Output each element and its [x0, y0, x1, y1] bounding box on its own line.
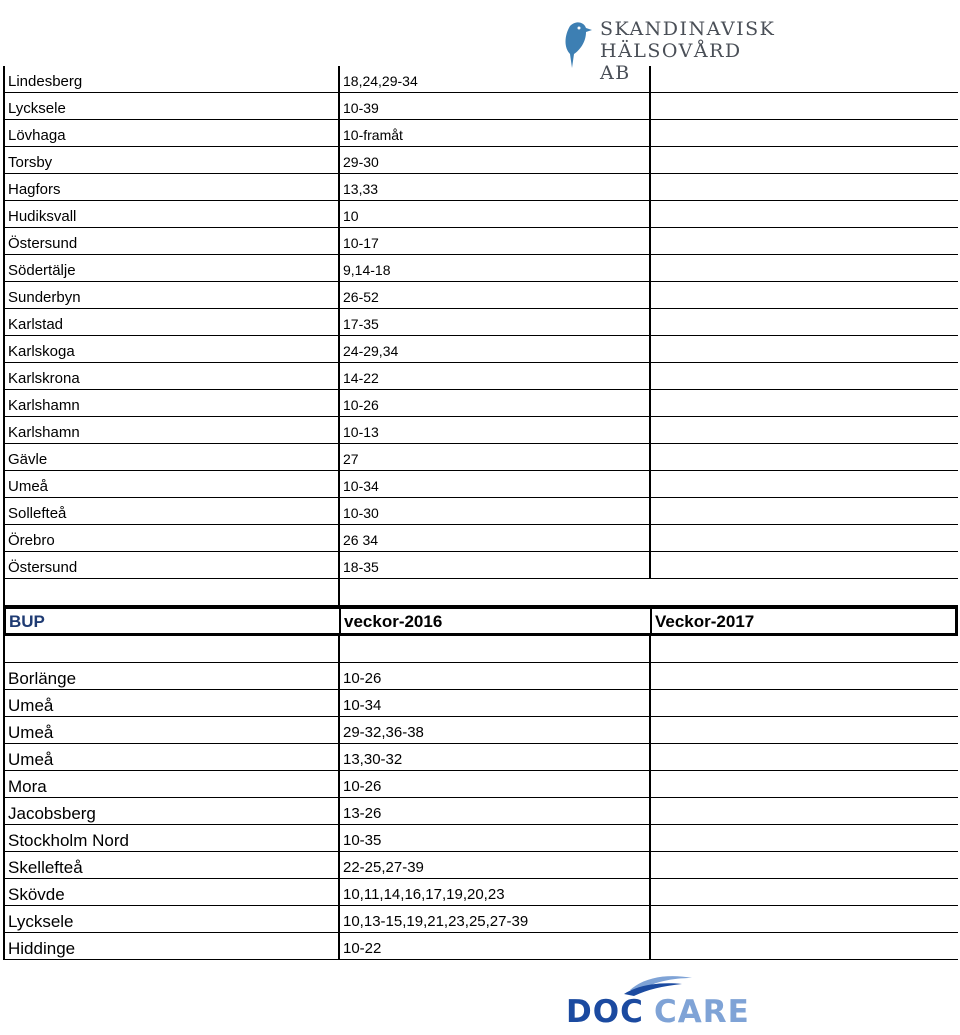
blank-row — [3, 636, 958, 663]
weeks-2016-cell: 10-26 — [338, 390, 649, 416]
weeks-2017-cell — [649, 228, 958, 254]
weeks-2017-cell — [649, 147, 958, 173]
header-weeks-2017: Veckor-2017 — [650, 609, 959, 633]
table-row — [3, 174, 958, 201]
table-row — [3, 228, 958, 255]
weeks-2017-cell — [649, 417, 958, 443]
weeks-2016-cell: 10-17 — [338, 228, 649, 254]
place-cell: Mora — [3, 771, 338, 797]
place-cell: Karlskoga — [3, 336, 338, 362]
place-cell: Lindesberg — [3, 66, 338, 92]
place-cell: Jacobsberg — [3, 798, 338, 824]
weeks-2016-cell: 26 34 — [338, 525, 649, 551]
logo-care-text: CARE — [654, 994, 750, 1030]
place-cell: Umeå — [3, 717, 338, 743]
place-cell: Hudiksvall — [3, 201, 338, 227]
place-cell: Umeå — [3, 690, 338, 716]
table-row — [3, 717, 958, 744]
place-cell: Karlshamn — [3, 417, 338, 443]
place-cell: Torsby — [3, 147, 338, 173]
bup-header-row — [3, 606, 958, 636]
table-row — [3, 933, 958, 960]
logo-text-line2: HÄLSOVÅRD AB — [600, 40, 742, 84]
table-row — [3, 363, 958, 390]
table-row — [3, 66, 958, 93]
weeks-2017-cell — [649, 390, 958, 416]
bird-moon-icon — [552, 8, 598, 74]
swoosh-icon — [622, 972, 702, 996]
header-weeks-2016: veckor-2016 — [339, 609, 650, 633]
weeks-2017-cell — [649, 498, 958, 524]
weeks-2016-cell: 10-34 — [338, 690, 649, 716]
table-row — [3, 336, 958, 363]
blank-row — [3, 579, 958, 606]
place-cell: Karlstad — [3, 309, 338, 335]
weeks-2016-cell: 10-26 — [338, 771, 649, 797]
skandinavisk-halsovard-logo — [552, 8, 776, 84]
weeks-2016-cell: 27 — [338, 444, 649, 470]
weeks-2017-cell — [649, 933, 958, 959]
section-1-rows — [3, 66, 958, 579]
weeks-2017-cell — [649, 825, 958, 851]
weeks-2016-cell: 14-22 — [338, 363, 649, 389]
weeks-2016-cell: 22-25,27-39 — [338, 852, 649, 878]
weeks-2017-cell — [649, 798, 958, 824]
table-row — [3, 798, 958, 825]
place-cell: Hagfors — [3, 174, 338, 200]
place-cell: Örebro — [3, 525, 338, 551]
logo-text-line1: SKANDINAVISK — [600, 18, 776, 40]
weeks-2016-cell: 13,33 — [338, 174, 649, 200]
weeks-2017-cell — [649, 663, 958, 689]
header-bup: BUP — [9, 612, 45, 631]
weeks-2017-cell — [649, 525, 958, 551]
place-cell: Östersund — [3, 552, 338, 578]
place-cell: Skövde — [3, 879, 338, 905]
place-cell: Gävle — [3, 444, 338, 470]
place-cell: Hiddinge — [3, 933, 338, 959]
place-cell: Borlänge — [3, 663, 338, 689]
table-row — [3, 309, 958, 336]
table-row — [3, 498, 958, 525]
weeks-2016-cell: 10,11,14,16,17,19,20,23 — [338, 879, 649, 905]
weeks-2017-cell — [649, 879, 958, 905]
table-row — [3, 255, 958, 282]
logo-doc-text: DOC — [566, 994, 644, 1030]
weeks-2016-cell: 29-30 — [338, 147, 649, 173]
weeks-2016-cell: 13,30-32 — [338, 744, 649, 770]
weeks-2016-cell: 17-35 — [338, 309, 649, 335]
table-row — [3, 417, 958, 444]
weeks-2016-cell: 10-34 — [338, 471, 649, 497]
place-cell: Stockholm Nord — [3, 825, 338, 851]
table-row — [3, 879, 958, 906]
weeks-2016-cell: 10-39 — [338, 93, 649, 119]
weeks-2016-cell: 10-22 — [338, 933, 649, 959]
table-row — [3, 201, 958, 228]
place-cell: Umeå — [3, 744, 338, 770]
weeks-2016-cell: 26-52 — [338, 282, 649, 308]
weeks-2017-cell — [649, 282, 958, 308]
weeks-2017-cell — [649, 906, 958, 932]
place-cell: Lycksele — [3, 906, 338, 932]
weeks-2016-cell: 10-framåt — [338, 120, 649, 146]
weeks-2017-cell — [649, 309, 958, 335]
weeks-2017-cell — [649, 552, 958, 578]
weeks-2017-cell — [649, 336, 958, 362]
place-cell: Lycksele — [3, 93, 338, 119]
weeks-2017-cell — [649, 771, 958, 797]
weeks-2016-cell: 10 — [338, 201, 649, 227]
weeks-2016-cell: 10,13-15,19,21,23,25,27-39 — [338, 906, 649, 932]
table-row — [3, 390, 958, 417]
table-row — [3, 771, 958, 798]
weeks-2017-cell — [649, 852, 958, 878]
table-row — [3, 744, 958, 771]
place-cell: Sollefteå — [3, 498, 338, 524]
table-row — [3, 525, 958, 552]
weeks-2016-cell: 18-35 — [338, 552, 649, 578]
weeks-2017-cell — [649, 201, 958, 227]
weeks-2016-cell: 29-32,36-38 — [338, 717, 649, 743]
weeks-2017-cell — [649, 120, 958, 146]
table-row — [3, 906, 958, 933]
place-cell: Östersund — [3, 228, 338, 254]
table-row — [3, 663, 958, 690]
weeks-2016-cell: 13-26 — [338, 798, 649, 824]
place-cell: Karlshamn — [3, 390, 338, 416]
table-row — [3, 552, 958, 579]
weeks-2017-cell — [649, 444, 958, 470]
weeks-2017-cell — [649, 363, 958, 389]
section-2-rows — [3, 663, 958, 960]
weeks-2016-cell: 10-30 — [338, 498, 649, 524]
table-row — [3, 825, 958, 852]
weeks-2017-cell — [649, 744, 958, 770]
schedule-table — [3, 66, 958, 960]
weeks-2016-cell: 24-29,34 — [338, 336, 649, 362]
weeks-2016-cell: 10-26 — [338, 663, 649, 689]
place-cell: Sunderbyn — [3, 282, 338, 308]
table-row — [3, 471, 958, 498]
table-row — [3, 120, 958, 147]
weeks-2017-cell — [649, 174, 958, 200]
weeks-2016-cell: 18,24,29-34 — [338, 66, 649, 92]
weeks-2016-cell: 10-35 — [338, 825, 649, 851]
place-cell: Skellefteå — [3, 852, 338, 878]
place-cell: Lövhaga — [3, 120, 338, 146]
table-row — [3, 444, 958, 471]
table-row — [3, 690, 958, 717]
place-cell: Södertälje — [3, 255, 338, 281]
weeks-2017-cell — [649, 93, 958, 119]
weeks-2017-cell — [649, 255, 958, 281]
table-row — [3, 282, 958, 309]
weeks-2016-cell: 9,14-18 — [338, 255, 649, 281]
doc-care-logo — [566, 972, 750, 1034]
table-row — [3, 93, 958, 120]
weeks-2016-cell: 10-13 — [338, 417, 649, 443]
weeks-2017-cell — [649, 471, 958, 497]
weeks-2017-cell — [649, 690, 958, 716]
weeks-2017-cell — [649, 66, 958, 92]
place-cell: Umeå — [3, 471, 338, 497]
place-cell: Karlskrona — [3, 363, 338, 389]
table-row — [3, 852, 958, 879]
table-row — [3, 147, 958, 174]
weeks-2017-cell — [649, 717, 958, 743]
